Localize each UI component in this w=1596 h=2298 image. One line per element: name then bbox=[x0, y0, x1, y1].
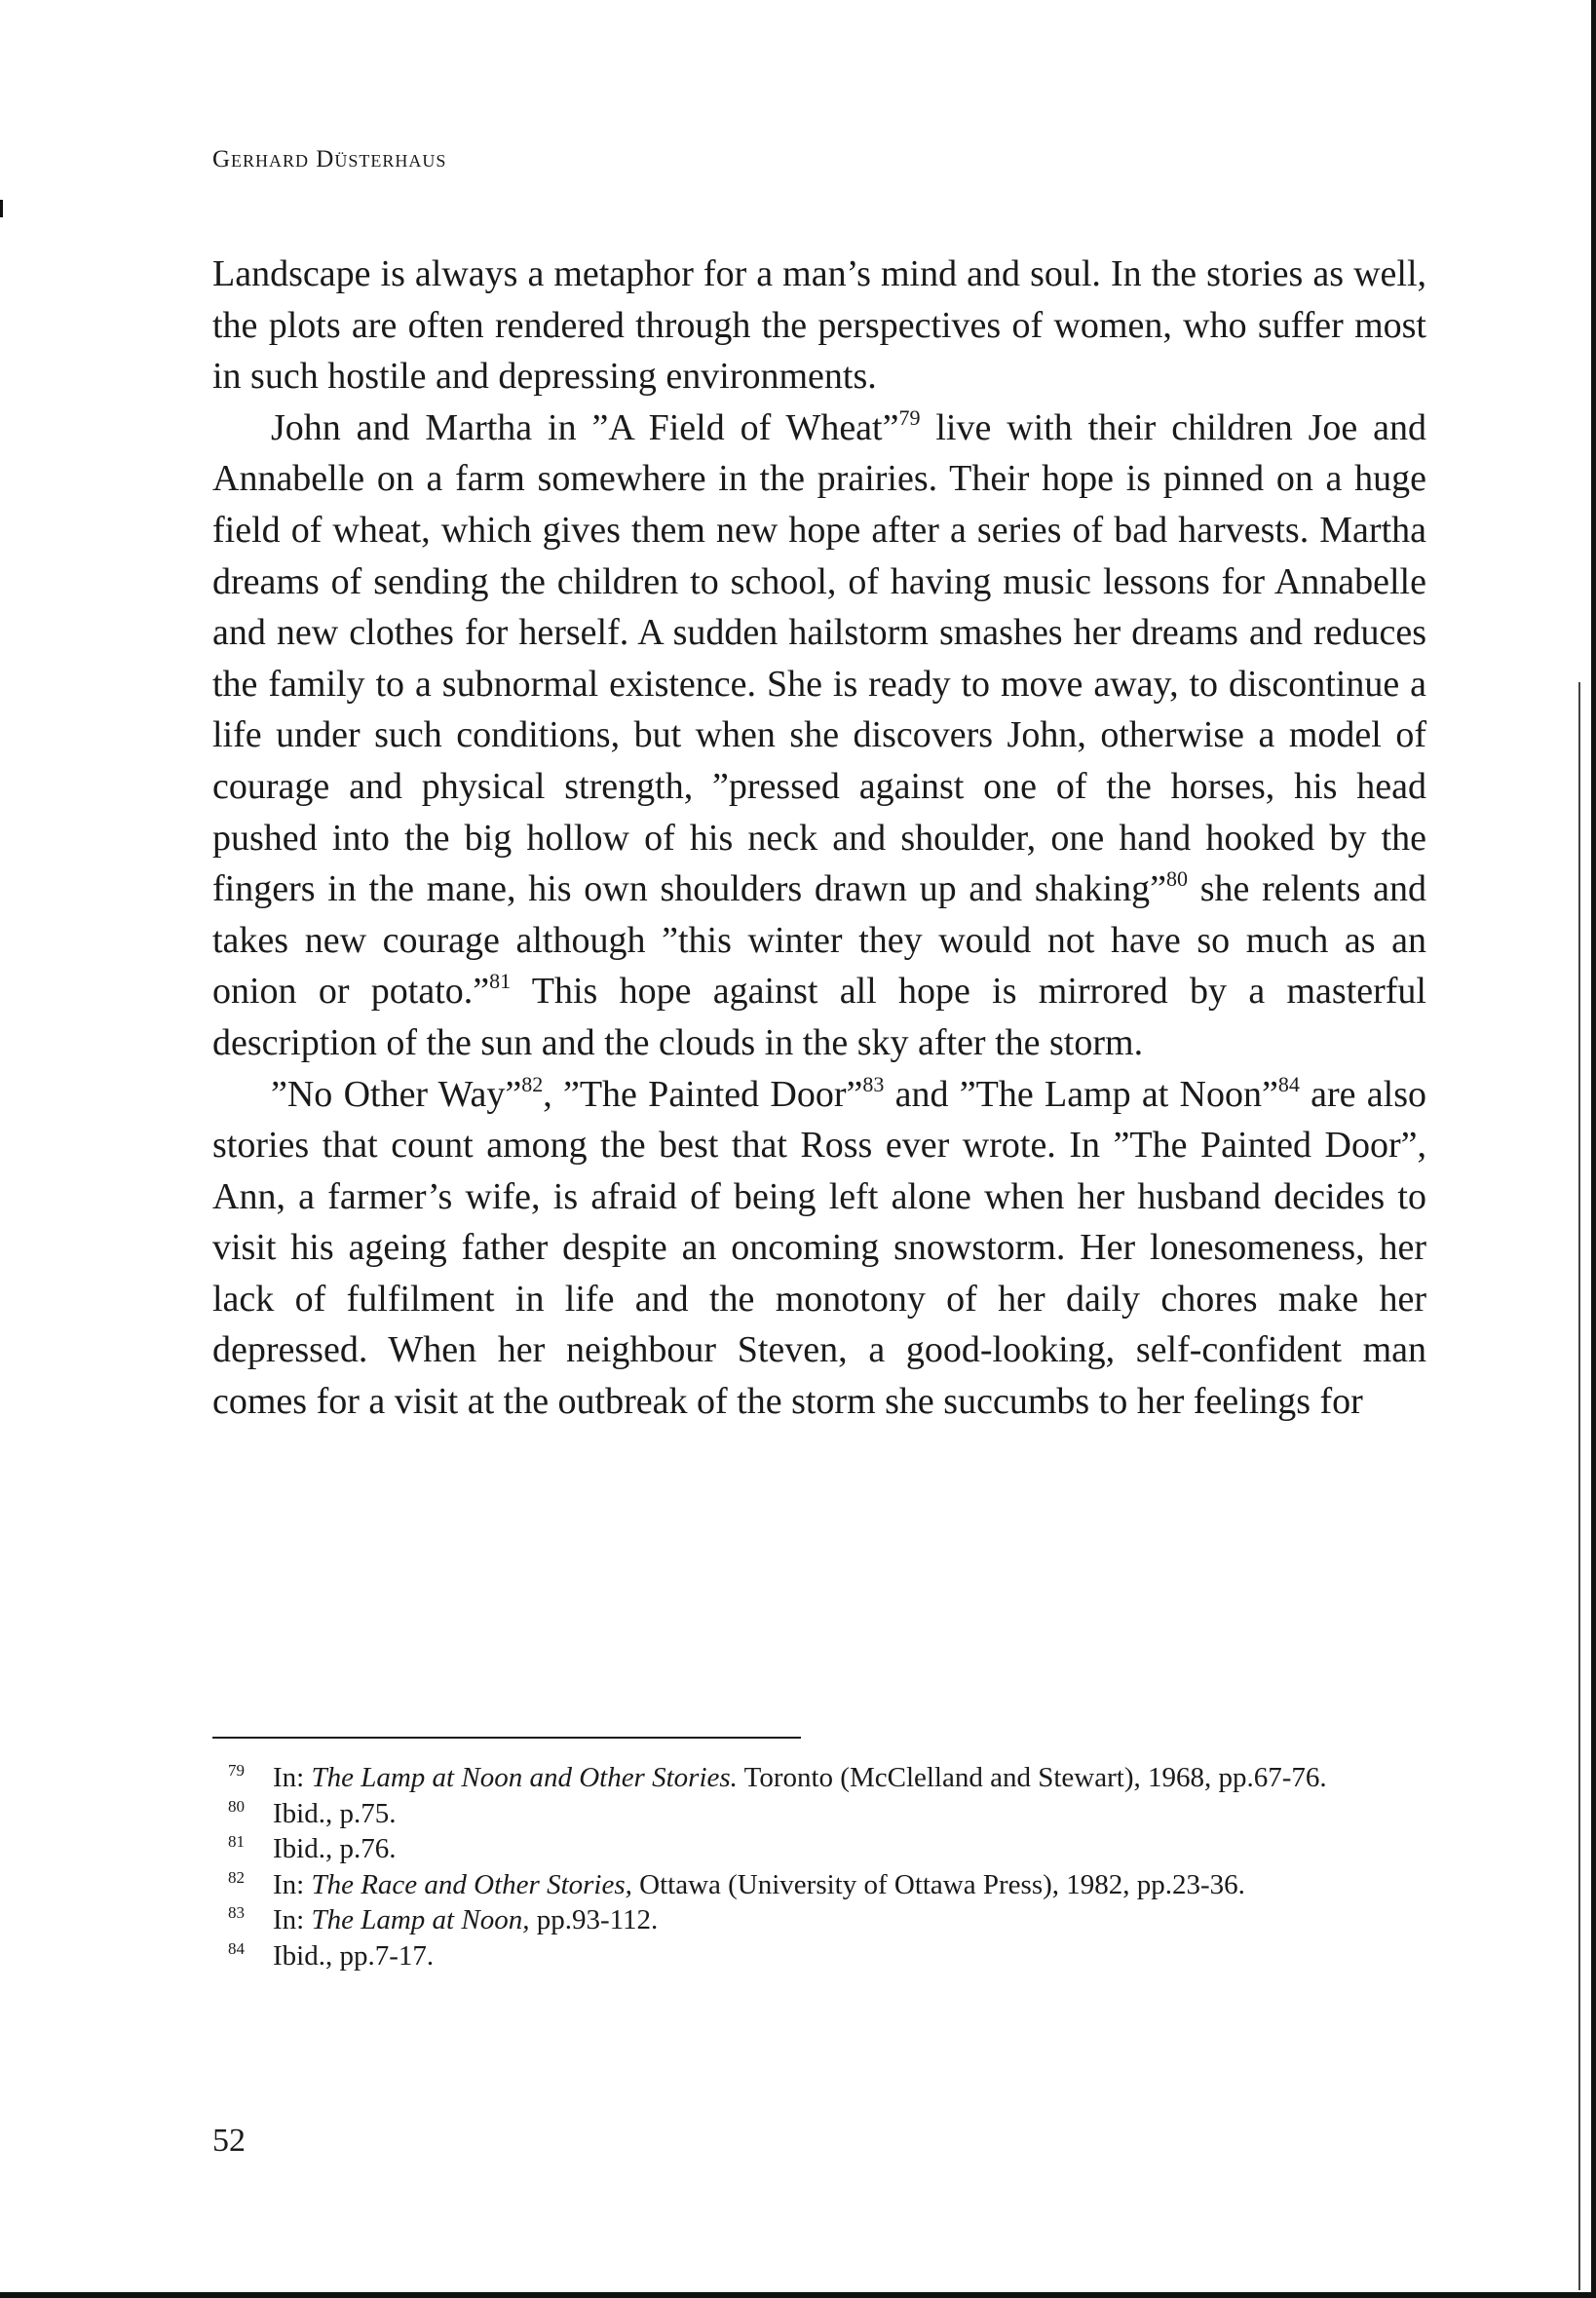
footnote-number: 79 bbox=[228, 1761, 245, 1780]
footnote-number: 83 bbox=[228, 1903, 245, 1922]
paragraph-1: Landscape is always a metaphor for a man’s mind and soul. In the stories as well, the plots are often rendered through the perspectives of women, who suffer most in such hostile and depressing environments. bbox=[212, 253, 1426, 398]
footnote: 83 In: The Lamp at Noon, pp.93-112. bbox=[228, 1903, 659, 1935]
scan-edge-right bbox=[1591, 0, 1596, 2298]
scan-edge-line bbox=[1578, 682, 1580, 2290]
footnotes bbox=[212, 1760, 1430, 1973]
footnote: 82 In: The Race and Other Stories, Ottawa (University of Ottawa Press), 1982, pp.23-36. bbox=[228, 1867, 1245, 1900]
footnote-title: The Lamp at Noon, bbox=[311, 1904, 530, 1935]
footnote: 79 In: The Lamp at Noon and Other Stories. Toronto (McClelland and Stewart), 1968, pp.67-76. bbox=[228, 1761, 1327, 1793]
footnote-number: 80 bbox=[228, 1796, 245, 1816]
footnote-ref: 84 bbox=[1277, 1071, 1300, 1096]
footnote-title: The Race and Other Stories, bbox=[311, 1868, 632, 1900]
footnote: 81 Ibid., p.76. bbox=[228, 1832, 397, 1864]
paragraph-3: ”No Other Way”$^{82}$, ”The Painted Door”$^{83}$ and ”The Lamp at Noon”$^{84}$ are also stories that count among the best that Ross ever wrote. In ”The Painted Door”, Ann, a farmer’s wife, is afraid of being left alone when her husband decides to visit his ageing father despite an oncoming snowstorm. Her lonesomeness, her lack of fulfilment in life and the monotony of her daily chores make her depressed. When her neighbour Steven, a good-looking, self-confident man comes for a visit at the outbreak of the storm she succumbs to her feelings for bbox=[212, 1071, 1426, 1423]
footnote-ref: 79 bbox=[898, 404, 921, 430]
footnote-number: 82 bbox=[228, 1867, 245, 1887]
footnote-title: The Lamp at Noon and Other Stories. bbox=[311, 1762, 738, 1793]
footnote-ref: 81 bbox=[489, 969, 512, 994]
footnote-ref: 80 bbox=[1165, 866, 1188, 892]
paragraph-2: John and Martha in ”A Field of Wheat”$^{79}$ live with their children Joe and Annabelle on a farm somewhere in the prairies. Their hope is pinned on a huge field of wheat, which gives them new hope after a series of bad harvests. Martha dreams of sending the children to school, of having music lessons for Annabelle and new clothes for herself. A sudden hailstorm smashes her dreams and reduces the family to a subnormal existence. She is ready to move away, to discontinue a life under such conditions, but when she discovers John, otherwise a model of courage and physical strength, ”pressed against one of the horses, his head pushed into the big hollow of his neck and shoulder, one hand hooked by the fingers in the mane, his own shoulders drawn up and shaking”$^{80}$ she relents and takes new courage although ”this winter they would not have so much as an onion or potato.”$^{81}$ This hope against all hope is mirrored by a masterful description of the sun and the clouds in the sky after the storm. bbox=[212, 404, 1427, 1063]
running-head: Gerhard Düsterhaus bbox=[212, 146, 447, 172]
scan-edge-bottom bbox=[0, 2292, 1596, 2298]
page-number: 52 bbox=[212, 2123, 246, 2159]
body-text bbox=[212, 249, 1426, 1428]
footnote-divider bbox=[212, 1737, 801, 1739]
scan-edge-mark bbox=[0, 200, 3, 217]
footnote-number: 84 bbox=[228, 1938, 245, 1958]
footnote: 84 Ibid., pp.7-17. bbox=[228, 1938, 435, 1972]
footnote-ref: 82 bbox=[521, 1071, 544, 1096]
footnote-ref: 83 bbox=[862, 1071, 885, 1096]
footnote: 80 Ibid., p.75. bbox=[228, 1796, 397, 1829]
footnote-number: 81 bbox=[228, 1832, 245, 1851]
